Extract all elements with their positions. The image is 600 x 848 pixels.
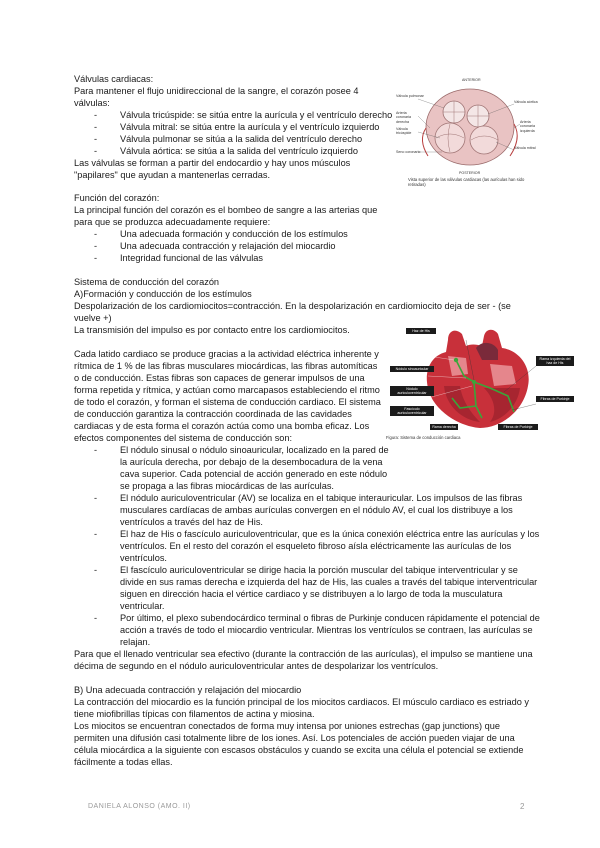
figure-label: Nódulo sinoauricular [390, 366, 434, 372]
closing-line: Para que el llenado ventricular sea efectivo (durante la contracción de las aurículas), el impulso se mantiene una [74, 649, 533, 659]
valves-intro-line: válvulas: [74, 98, 110, 108]
figure-label: Válvula mitral [514, 146, 536, 150]
figure-caption: Vista superior de las válvulas cardiacas (las aurículas han sido retiradas) [408, 177, 525, 187]
conduction-heading: Sistema de conducción del corazón [74, 277, 220, 287]
valves-figure [396, 78, 544, 190]
paragraph-line: efectos componentes del sistema de conducción son: [74, 433, 293, 443]
valves-intro-line: Para mantener el flujo unidireccional de la sangre, el corazón posee 4 [74, 86, 359, 96]
page-number: 2 [520, 802, 525, 811]
figure-label: Rama derecha [430, 424, 458, 430]
figure-label: Fibras de Purkinje [498, 424, 538, 430]
paragraph-line: Cada latido cardiaco se produce gracias a la actividad eléctrica inherente y [74, 349, 379, 359]
figure-label: Nódulo auriculoventricular [390, 386, 434, 396]
paragraph-line: cardiacas y de esta forma el corazón actúa como una bomba eficaz. Los [74, 421, 370, 431]
paragraph-line: fácilmente a todas ellas. [74, 757, 173, 767]
depolarization-line: vuelve +) [74, 313, 112, 323]
function-intro-line: para que se produzca adecuadamente requiere: [74, 217, 271, 227]
figure-label: Haz de His [406, 328, 436, 334]
figure-label: Fibras de Purkinje [536, 396, 574, 402]
conduction-subheading: A)Formación y conducción de los estímulos [74, 289, 252, 299]
paragraph-line: o de conducción. Estas fibras son capaces de generar impulsos de una [74, 373, 365, 383]
paragraph-line: Los miocitos se encuentran conectados de forma muy intensa por uniones estrechas (gap junctions) que [74, 721, 500, 731]
figure-caption: Figura: Sistema de conducción cardiaca [386, 435, 461, 440]
figure-label: Rama izquierda del haz de His [536, 356, 574, 366]
paragraph-line: rítmica de 1 % de las fibras musculares miocárdicas, las fibras automíticas [74, 361, 378, 371]
paragraph-line: La contracción del miocardio es la función principal de los miocitos cardiacos. El músculo cardiaco es estriado y [74, 697, 530, 707]
figure-label: ANTERIOR [462, 78, 481, 82]
figure-label: Arteria coronaria izquierda [520, 120, 535, 133]
figure-label: Arteria coronaria derecha [396, 111, 411, 124]
figure-label: Válvula tricúspide [396, 127, 412, 136]
valves-outro-line: Las válvulas se forman a partir del endocardio y hay unos músculos [74, 158, 351, 168]
figure-label: POSTERIOR [459, 171, 481, 175]
footer-author: DANIELA ALONSO (AMO. II) [88, 803, 191, 810]
function-intro-line: La principal función del corazón es el bombeo de sangre a las arterias que [74, 205, 378, 215]
transmission-line: La transmisión del impulso es por contacto entre los cardiomiocitos. [74, 325, 350, 335]
paragraph-line: tiene miofibrillas típicas con filamentos de actina y miosina. [74, 709, 315, 719]
function-heading: Función del corazón: [74, 193, 160, 203]
document-page: Válvulas cardiacas: Para mantener el flujo unidireccional de la sangre, el corazón posee 4 válvulas: - Válvula tricúspide: se sitúa entre la aurícula y el ventrículo derecho - Válvula mitral: se sitúa entre la aurícula y el ventrículo izquierdo - Válvula pulmonar se sitúa a la salida del ventrículo derecho - Válvula aórtica: se sitúa a la salida del ventrículo izquierdo Las válvulas se forman a partir del endocardio y hay unos músculos "papilares" que ayudan a mantenerlas cerradas. ANTERIOR Válvula pulmonar Arteria coronaria derecha Válvula tricúspide Seno coronario Válvula aórtica Arteria coronaria izquierda Válvula mitral POSTERIOR Vista superior de las válvulas cardiacas (las aurículas han sido retiradas) Función del corazón: La principal función del corazón es el bombeo de sangre a las arterias que para que se produzca adecuadamente requiere: - Una adecuada formación y conducción de los estímulos - Una adecuada contracción y relajación del miocardio - Integridad funcional de las válvulas Sistema de conducción del corazón A)Formación y conducción de los estímulos Despolarización de los cardiomiocitos=contracción. En la despolarización en cardiomiocito deja de ser - (se vuelve +) La transmisión del impulso es por contacto entre los cardiomiocitos. Cada latido cardiaco se produce gracias a la actividad eléctrica inherente y rítmica de 1 % de las fibras musculares miocárdicas, las fibras automíticas o de conducción. Estas fibras son capaces de generar impulsos de una forma repetida y rítmica, y actúan como marcapasos estableciendo el ritmo de todo el corazón, y forman el sistema de conducción cardiaco. El sistema de conducción garantiza la contracción coordinada de las cavidades cardiacas y de esta forma el corazón actúa como una bomba eficaz. Los efectos componentes del sistema de conducción son: Haz de His Nódulo sinoauricular Nódulo auriculoventricular Fascículo auriculoventricular Rama izquierda del haz de His Fibras de Purkinje Rama derecha Fibras de Purkinje Figura: Sistema de conducción cardiaca - El nódulo sinusal o nódulo sinoauricular, localizado en la pared de la aurícula derecha, por debajo de la desembocadura de la vena cava superior. Cada potencial de acción generado en este nódulo se propaga a las fibras miocárdicas de las aurículas. - El nódulo auriculoventricular (AV) se localiza en el tabique interauricular. Los impulsos de las fibras musculares cardíacas de ambas aurículas convergen en el nódulo AV, el cual los distribuye a los ventrículos a través del haz de His. - El haz de His o fascículo auriculoventricular, que es la única conexión eléctrica entre las aurículas y los ventrículos. En el resto del corazón el esqueleto fibroso aísla eléctricamente las aurículas de los ventrículos. - El fascículo auriculoventricular se dirige hacia la porción muscular del tabique interventricular y se divide en sus ramas derecha e izquierda del haz de His, las cuales a través del tabique interventricular siguen en dirección hacia el vértice cardiaco y se distribuyen a lo largo de toda la musculatura ventricular. - Por último, el plexo subendocárdico terminal o fibras de Purkinje conducen rápidamente el potencial de acción a través de todo el miocardio ventricular. Mientras los ventrículos se contraen, las aurículas se relajan. Para que el llenado ventricular sea efectivo (durante la contracción de las aurículas), el impulso se mantiene una décima de segundo en el nódulo auriculoventricular antes de despolarizar los ventrículos. B) Una adecuada contracción y relajación del miocardio La contracción del miocardio es la función principal de los miocitos cardiacos. El músculo cardiaco es estriado y tiene miofibrillas típicas con filamentos de actina y miosina. Los miocitos se encuentran conectados de forma muy intensa por uniones estrechas (gap junctions) que permiten una difusión casi totalmente libre de los iones. Así. Los potenciales de acción pueden viajar de una célula miocárdica a la siguiente con escasos obstáculos y cuando se excita una célula el potencial se extiende fácilmente a todas ellas. DANIELA ALONSO (AMO. II) 2 [0, 0, 600, 848]
conduction-figure [386, 326, 576, 444]
depolarization-line: Despolarización de los cardiomiocitos=contracción. En la despolarización en cardiomiocito deja de ser - (se [74, 301, 511, 311]
paragraph-line: de conducción garantiza la contracción coordinada de las cavidades [74, 409, 352, 419]
closing-line: décima de segundo en el nódulo auriculoventricular antes de despolarizar los ventrículos. [74, 661, 439, 671]
figure-label: Seno coronario [396, 150, 421, 154]
figure-label: Fascículo auriculoventricular [390, 406, 434, 416]
paragraph-line: forma repetida y rítmica, y actúan como marcapasos estableciendo el ritmo [74, 385, 380, 395]
paragraph-line: célula miocárdica a la siguiente con escasos obstáculos y cuando se excita una célula el potencial se extiende [74, 745, 524, 755]
contraction-heading: B) Una adecuada contracción y relajación del miocardio [74, 685, 302, 695]
valves-heading: Válvulas cardiacas: [74, 74, 154, 84]
figure-label: Válvula aórtica [514, 100, 538, 104]
figure-label: Válvula pulmonar [396, 94, 424, 98]
paragraph-line: permiten una difusión casi totalmente libre de los iones. Así. Los potenciales de acción pueden viajar de una [74, 733, 515, 743]
paragraph-line: de todo el corazón, y forman el sistema de conducción cardiaco. El sistema [74, 397, 381, 407]
valves-outro-line: "papilares" que ayudan a mantenerlas cerradas. [74, 170, 271, 180]
